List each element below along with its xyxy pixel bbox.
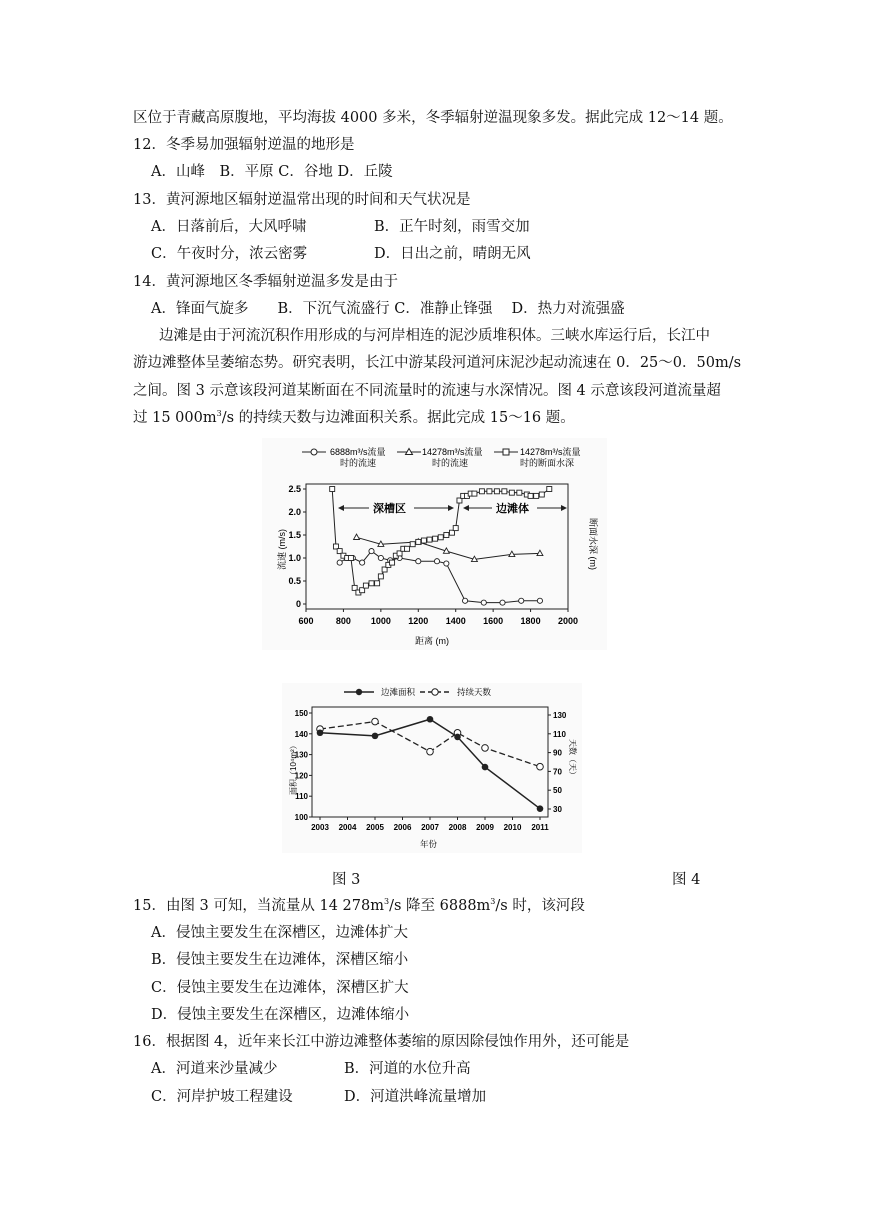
- data-point: [500, 600, 505, 605]
- data-point: [378, 555, 383, 560]
- x-tick-label: 600: [298, 616, 314, 626]
- y-tick-label: 2.5: [288, 484, 301, 494]
- data-point: [434, 559, 439, 564]
- legend-3b: 时的断面水深: [520, 458, 575, 468]
- question-15-option-a: A．侵蚀主要发生在深槽区，边滩体扩大: [151, 925, 408, 941]
- y-left-tick-label: 140: [294, 729, 308, 739]
- x-tick-label: 1000: [370, 616, 391, 626]
- data-point: [369, 581, 374, 586]
- legend-area: 边滩面积: [381, 687, 416, 697]
- data-point-days: [482, 745, 489, 752]
- legend-1a: 6888m³/s流量: [330, 447, 386, 457]
- question-13-option-d: D．日出之前，晴朗无风: [374, 246, 531, 262]
- passage-line-1: 边滩是由于河流沉积作用形成的与河岸相连的泥沙质堆积体。三峡水库运行后，长江中: [159, 328, 710, 344]
- y-right-tick-label: 130: [553, 711, 567, 720]
- intro-text: 区位于青藏高原腹地，平均海拔 4000 多米，冬季辐射逆温现象多发。据此完成 12～14 题。: [133, 110, 733, 126]
- question-12-options: A．山峰 B．平原 C．谷地 D．丘陵: [151, 164, 393, 180]
- data-point: [453, 526, 458, 531]
- data-point: [462, 598, 467, 603]
- y-right-tick-label: 30: [553, 805, 562, 814]
- data-point: [348, 556, 353, 561]
- y-right-tick-label: 110: [553, 729, 566, 739]
- question-15-option-c: C．侵蚀主要发生在边滩体，深槽区扩大: [151, 980, 409, 996]
- x-tick-label: 2009: [476, 823, 494, 832]
- legend-3a: 14278m³/s流量: [520, 447, 581, 457]
- data-point: [539, 492, 544, 497]
- data-point: [375, 581, 380, 586]
- y-tick-label: 0: [295, 599, 301, 609]
- data-point: [378, 574, 383, 579]
- figure-3-y-right-label: 断面水深 (m): [588, 518, 598, 570]
- data-point: [487, 489, 492, 494]
- y-left-tick-label: 150: [294, 709, 308, 718]
- data-point: [405, 546, 410, 551]
- passage-line-2: 游边滩整体呈萎缩态势。研究表明，长江中游某段河道河床泥沙起动流速在 0．25～0．50m/s: [133, 355, 742, 371]
- data-point: [427, 537, 432, 542]
- data-point: [390, 560, 395, 565]
- figure-3-caption: 图 3: [332, 872, 361, 888]
- data-point-area: [372, 733, 379, 740]
- data-point: [363, 583, 368, 588]
- legend-2a: 14278m³/s流量: [422, 447, 483, 457]
- data-point-area: [317, 729, 324, 736]
- data-point: [472, 491, 477, 496]
- x-tick-label: 2003: [311, 823, 329, 832]
- x-tick-label: 2010: [503, 823, 522, 832]
- data-point-days: [372, 718, 379, 725]
- legend-2b: 时的流速: [432, 458, 469, 468]
- data-point: [360, 560, 365, 565]
- data-point: [444, 533, 449, 538]
- data-point: [481, 600, 486, 605]
- x-tick-label: 1200: [408, 616, 429, 626]
- question-12-stem: 12．冬季易加强辐射逆温的地形是: [133, 137, 355, 153]
- y-left-tick-label: 110: [295, 792, 308, 802]
- question-14-options: A．锋面气旋多 B．下沉气流盛行 C．准静止锋强 D．热力对流强盛: [151, 301, 625, 317]
- data-point: [517, 490, 522, 495]
- figure-4-caption: 图 4: [672, 872, 701, 888]
- data-point: [528, 493, 533, 498]
- x-tick-label: 2006: [393, 823, 412, 832]
- data-point-area: [537, 805, 544, 812]
- zone-label-bar: 边滩体: [496, 503, 529, 515]
- figure-3-chart: [262, 438, 607, 650]
- y-left-tick-label: 120: [294, 771, 308, 781]
- data-point: [416, 559, 421, 564]
- figure-4-y-right-label: 天数（天）: [568, 739, 577, 779]
- x-tick-label: 2011: [531, 823, 549, 832]
- data-point: [519, 598, 524, 603]
- x-tick-label: 1400: [445, 616, 466, 626]
- figure-4-chart: [282, 683, 582, 853]
- data-point: [502, 489, 507, 494]
- y-right-tick-label: 70: [553, 767, 562, 777]
- figure-4-x-label: 年份: [420, 839, 438, 849]
- x-tick-label: 1800: [520, 616, 541, 626]
- data-point-area: [454, 734, 461, 741]
- question-16-option-c: C．河岸护坡工程建设: [151, 1089, 293, 1105]
- legend-days: 持续天数: [457, 687, 492, 697]
- figure-3-y-left-label: 流速 (m/s): [277, 529, 287, 570]
- data-point-area: [482, 764, 489, 771]
- x-tick-label: 2004: [338, 823, 357, 832]
- y-left-tick-label: 100: [294, 813, 308, 822]
- question-15-option-b: B．侵蚀主要发生在边滩体，深槽区缩小: [151, 952, 409, 968]
- question-16-stem: 16．根据图 4，近年来长江中游边滩整体萎缩的原因除侵蚀作用外，还可能是: [133, 1034, 630, 1050]
- x-tick-label: 2008: [448, 823, 467, 832]
- data-point: [547, 487, 552, 492]
- legend-1b: 时的流速: [340, 458, 377, 468]
- question-13-option-a: A．日落前后，大风呼啸: [151, 219, 307, 235]
- question-15-option-d: D．侵蚀主要发生在深槽区，边滩体缩小: [151, 1007, 410, 1023]
- data-point: [330, 487, 335, 492]
- data-point-days: [537, 763, 544, 770]
- data-point: [410, 542, 415, 547]
- data-point: [438, 535, 443, 540]
- data-point: [421, 538, 426, 543]
- data-point: [534, 493, 539, 498]
- data-point: [479, 489, 484, 494]
- data-point: [444, 561, 449, 566]
- y-right-tick-label: 90: [553, 748, 562, 758]
- x-tick-label: 2000: [557, 616, 579, 626]
- data-point: [369, 549, 374, 554]
- passage-line-3: 之间。图 3 示意该段河道某断面在不同流量时的流速与水深情况。图 4 示意该段河道流量超: [133, 383, 721, 399]
- y-tick-label: 1.0: [288, 553, 301, 563]
- y-right-tick-label: 50: [553, 786, 562, 796]
- question-13-stem: 13．黄河源地区辐射逆温常出现的时间和天气状况是: [133, 192, 471, 208]
- data-point: [416, 539, 421, 544]
- question-16-option-a: A．河道来沙量减少: [151, 1061, 278, 1077]
- question-16-option-b: B．河道的水位升高: [344, 1061, 471, 1077]
- data-point: [337, 560, 342, 565]
- zone-label-deep-channel: 深槽区: [373, 503, 406, 515]
- x-tick-label: 1600: [483, 616, 504, 626]
- x-tick-label: 2007: [421, 823, 439, 832]
- question-14-stem: 14．黄河源地区冬季辐射逆温多发是由于: [133, 274, 398, 290]
- x-tick-label: 800: [335, 616, 351, 626]
- data-point: [494, 489, 499, 494]
- data-point-area: [427, 716, 434, 723]
- data-point: [433, 536, 438, 541]
- data-point: [509, 490, 514, 495]
- question-13-option-b: B．正午时刻，雨雪交加: [374, 219, 530, 235]
- passage-line-4: 过 15 $000m^3/s$ 的持续天数与边滩面积关系。据此完成 15～16 题。: [133, 409, 575, 426]
- y-tick-label: 0.5: [288, 576, 301, 586]
- question-15-stem: 15．由图 3 可知，当流量从 14 $278m^3/s$ 降至 $6888m^3/s$ 时，该河段: [133, 897, 585, 914]
- y-tick-label: 1.5: [288, 530, 301, 540]
- y-tick-label: 2.0: [288, 507, 301, 517]
- data-point-days: [427, 748, 434, 755]
- x-tick-label: 2005: [366, 823, 384, 832]
- figure-3-x-label: 距离 (m): [415, 636, 449, 646]
- data-point: [537, 598, 542, 603]
- y-left-tick-label: 130: [294, 750, 308, 760]
- figure-4-y-left-label: 面积（10⁴m²）: [289, 741, 298, 795]
- question-16-option-d: D．河道洪峰流量增加: [344, 1089, 487, 1105]
- question-13-option-c: C．午夜时分，浓云密雾: [151, 246, 308, 262]
